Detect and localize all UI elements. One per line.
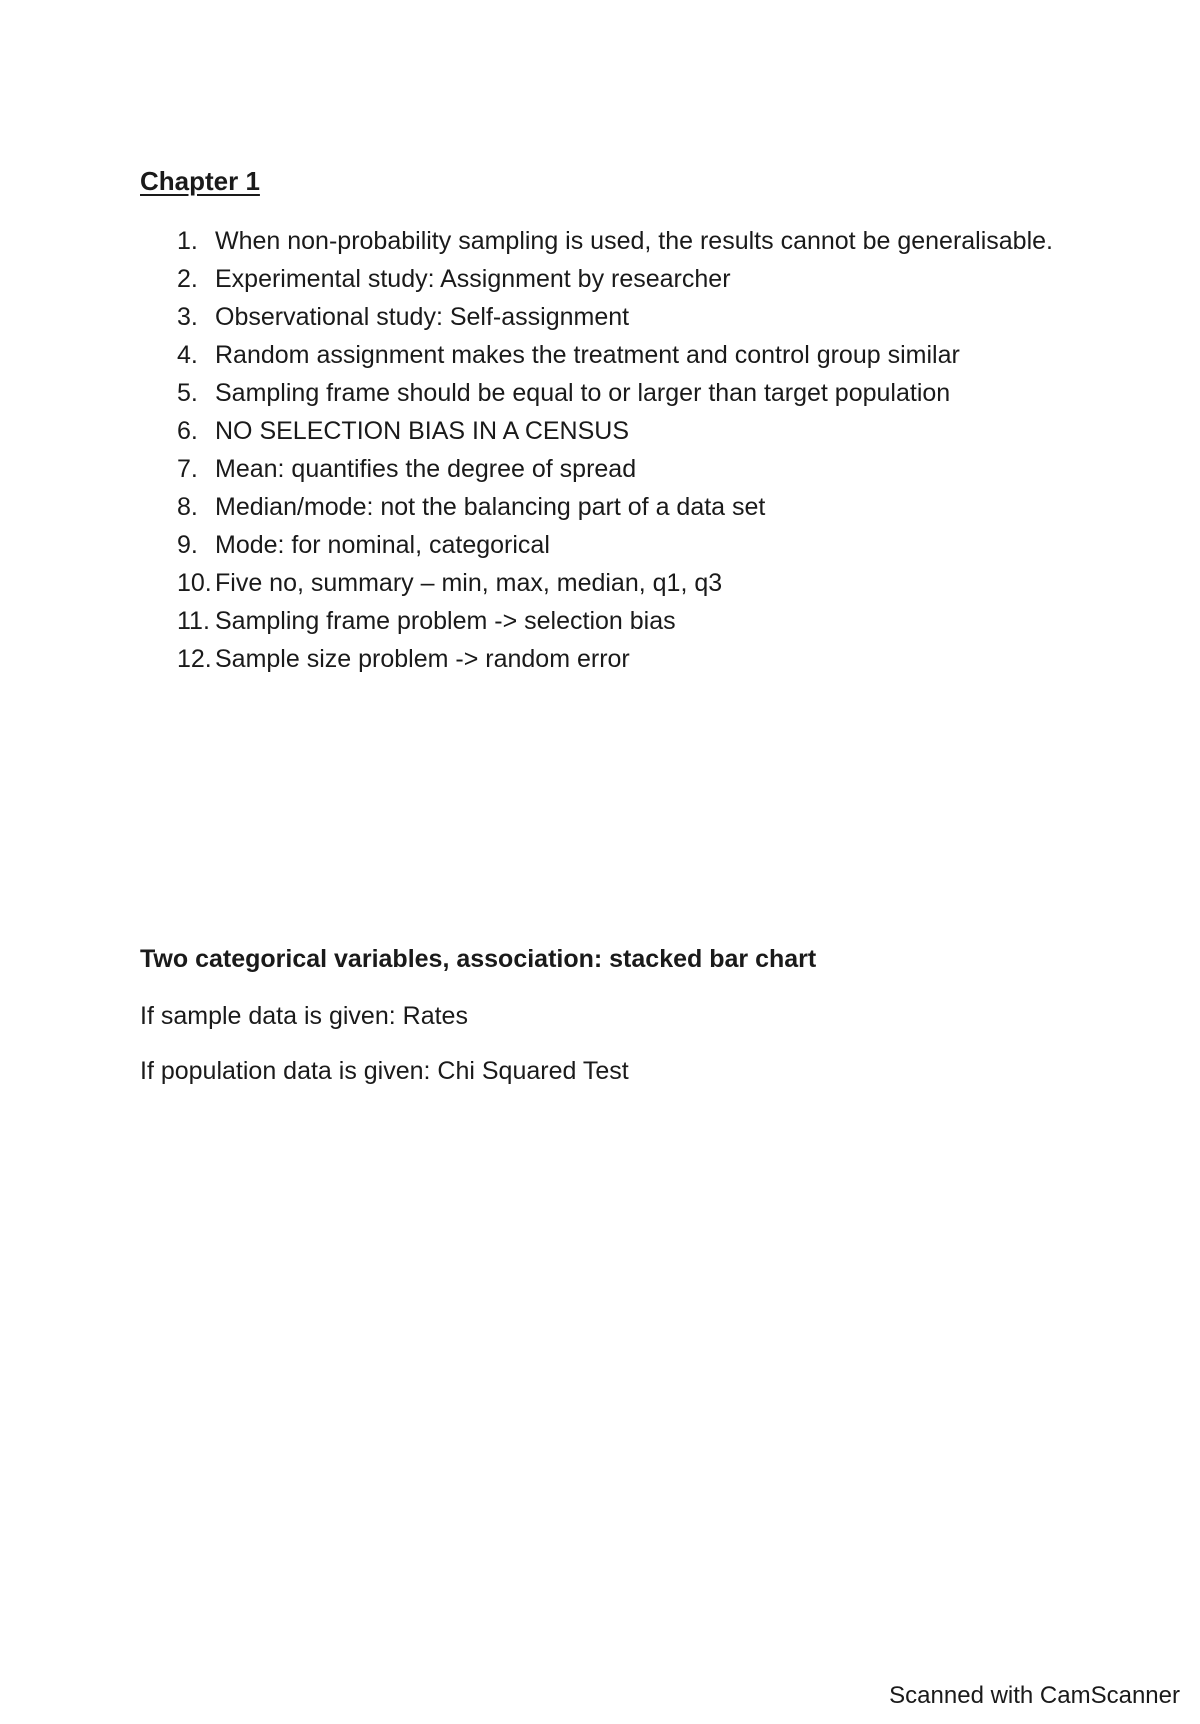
list-item <box>177 260 1077 298</box>
list-item <box>177 640 1077 678</box>
list-item <box>177 602 1077 640</box>
list-item <box>177 374 1077 412</box>
list-item-number: 11. <box>177 607 210 635</box>
list-item <box>177 336 1077 374</box>
list-item-number: 3. <box>177 303 198 331</box>
list-item-number: 5. <box>177 379 198 407</box>
list-item-text: Experimental study: Assignment by researcher <box>215 265 731 293</box>
list-item-text: Random assignment makes the treatment and control group similar <box>215 341 960 369</box>
list-item-number: 1. <box>177 227 198 255</box>
list-item-number: 2. <box>177 265 198 293</box>
list-item-text: Mode: for nominal, categorical <box>215 531 550 559</box>
population-data-note: If population data is given: Chi Squared Test <box>140 1057 629 1085</box>
list-item-number: 7. <box>177 455 198 483</box>
list-item-number: 8. <box>177 493 198 521</box>
section-heading: Two categorical variables, association: stacked bar chart <box>140 945 817 973</box>
list-item-text: Sampling frame problem -> selection bias <box>215 607 676 635</box>
list-item-number: 4. <box>177 341 198 369</box>
list-item-text: Sampling frame should be equal to or larger than target population <box>215 379 951 407</box>
list-item-text: Sample size problem -> random error <box>215 645 630 673</box>
list-item <box>177 564 1077 602</box>
list-item <box>177 450 1077 488</box>
list-item <box>177 298 1077 336</box>
chapter-title: Chapter 1 <box>140 166 260 196</box>
list-item-text: When non-probability sampling is used, the results cannot be generalisable. <box>215 227 1053 255</box>
scanner-watermark: Scanned with CamScanner <box>889 1682 1180 1709</box>
list-item <box>177 526 1077 564</box>
list-item-text: Five no, summary – min, max, median, q1, q3 <box>215 569 723 597</box>
list-item <box>177 488 1077 526</box>
list-item <box>177 412 1077 450</box>
list-item-text: NO SELECTION BIAS IN A CENSUS <box>215 417 630 445</box>
list-item-number: 9. <box>177 531 198 559</box>
list-item-number: 6. <box>177 417 198 445</box>
list-item <box>177 222 1077 260</box>
list-item-text: Median/mode: not the balancing part of a data set <box>215 493 766 521</box>
notes-list <box>177 222 1077 678</box>
list-item-text: Observational study: Self-assignment <box>215 303 630 331</box>
list-item-text: Mean: quantifies the degree of spread <box>215 455 637 483</box>
list-item-number: 10. <box>177 569 212 597</box>
sample-data-note: If sample data is given: Rates <box>140 1002 468 1030</box>
list-item-number: 12. <box>177 645 212 673</box>
